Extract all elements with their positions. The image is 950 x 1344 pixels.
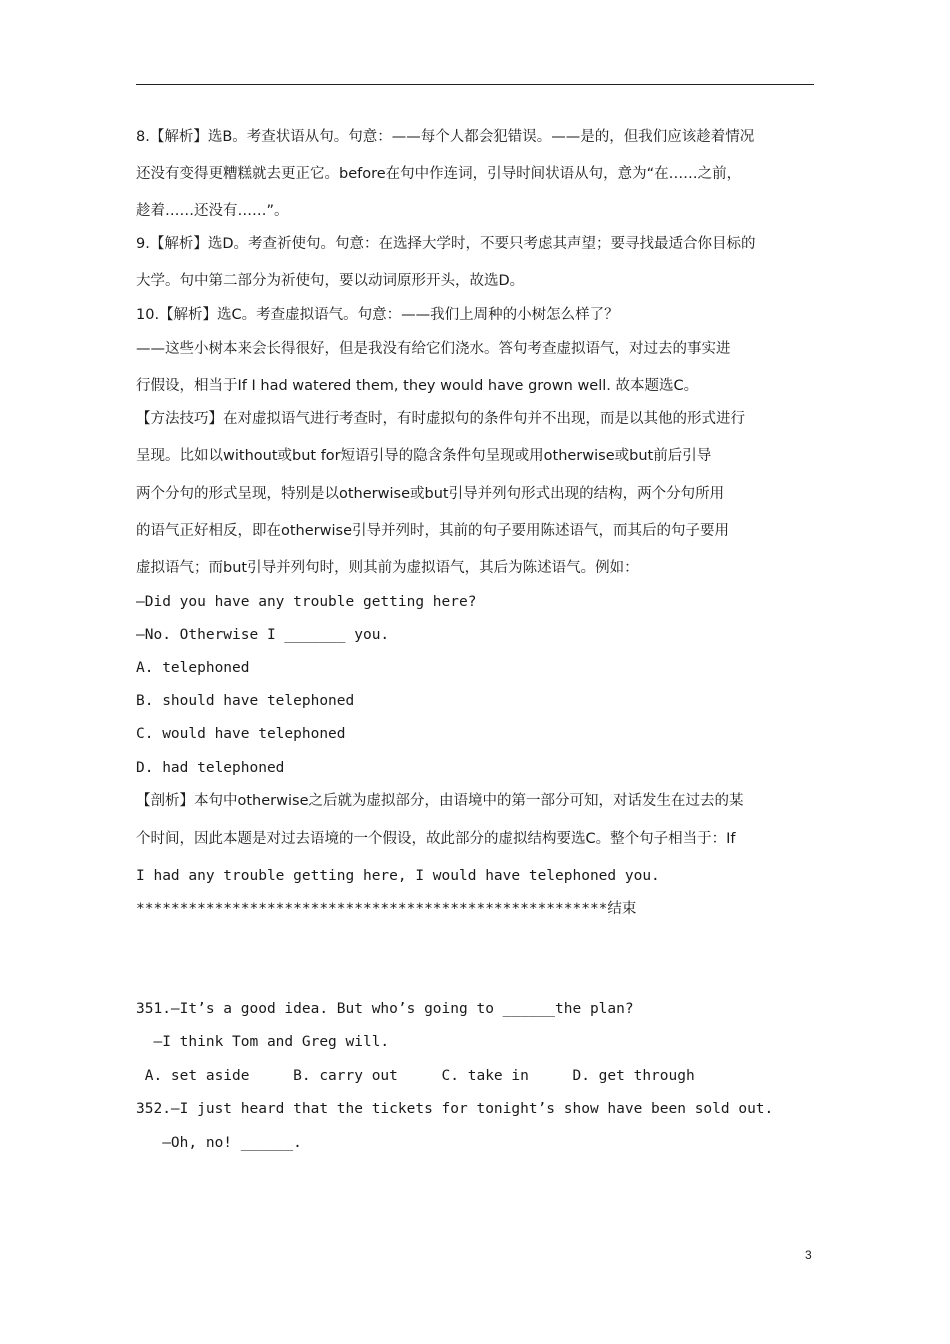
- analysis-line-2: 个时间，因此本题是对过去语境的一个假设，故此部分的虚拟结构要选C。整个句子相当于：If: [136, 831, 736, 847]
- example-question-line: —Did you have any trouble getting here?: [136, 594, 477, 610]
- example-option-b: B. should have telephoned: [136, 693, 355, 709]
- question-351-options: A. set aside B. carry out C. take in D. get through: [136, 1068, 695, 1084]
- answer-8-line-1: 8.【解析】选B。考查状语从句。句意：——每个人都会犯错误。——是的，但我们应该趁着情况: [136, 129, 755, 145]
- header-rule: [136, 84, 814, 85]
- answer-9-line-1: 9.【解析】选D。考查祈使句。句意：在选择大学时，不要只考虑其声望；要寻找最适合你目标的: [136, 236, 756, 252]
- page-number: 3: [805, 1248, 812, 1262]
- method-tips-line-3: 两个分句的形式呈现，特别是以otherwise或but引导并列句形式出现的结构，两个分句所用: [136, 486, 725, 502]
- method-tips-line-1: 【方法技巧】在对虚拟语气进行考查时，有时虚拟句的条件句并不出现，而是以其他的形式进行: [136, 411, 745, 427]
- question-351-stem: 351.—It’s a good idea. But who’s going to ______the plan?: [136, 1001, 634, 1017]
- example-option-c: C. would have telephoned: [136, 726, 346, 742]
- answer-10-line-1: 10.【解析】选C。考查虚拟语气。句意：——我们上周种的小树怎么样了？: [136, 307, 619, 323]
- answer-8-line-3: 趁着……还没有……”。: [136, 203, 289, 219]
- method-tips-line-2: 呈现。比如以without或but for短语引导的隐含条件句呈现或用otherwise或but前后引导: [136, 448, 712, 464]
- example-option-d: D. had telephoned: [136, 760, 285, 776]
- answer-9-line-2: 大学。句中第二部分为祈使句，要以动词原形开头，故选D。: [136, 273, 525, 289]
- answer-8-line-2: 还没有变得更糟糕就去更正它。before在句中作连词，引导时间状语从句，意为“在……之前，: [136, 166, 742, 182]
- question-351-reply: —I think Tom and Greg will.: [136, 1034, 390, 1050]
- method-tips-line-5: 虚拟语气；而but引导并列句时，则其前为虚拟语气，其后为陈述语气。例如：: [136, 560, 639, 576]
- question-352-stem: 352.—I just heard that the tickets for tonight’s show have been sold out.: [136, 1101, 774, 1117]
- question-352-reply: —Oh, no! ______.: [136, 1135, 302, 1151]
- answer-10-line-2: ——这些小树本来会长得很好，但是我没有给它们浇水。答句考查虚拟语气，对过去的事实进: [136, 341, 731, 357]
- analysis-line-3: I had any trouble getting here, I would have telephoned you.: [136, 868, 660, 884]
- end-marker-line: ******************************************************结束: [136, 901, 637, 917]
- example-option-a: A. telephoned: [136, 660, 250, 676]
- answer-10-line-3: 行假设，相当于If I had watered them, they would have grown well. 故本题选C。: [136, 378, 699, 394]
- method-tips-line-4: 的语气正好相反，即在otherwise引导并列时，其前的句子要用陈述语气，而其后的句子要用: [136, 523, 729, 539]
- analysis-line-1: 【剖析】本句中otherwise之后就为虚拟部分，由语境中的第一部分可知，对话发生在过去的某: [136, 793, 744, 809]
- example-answer-line: —No. Otherwise I _______ you.: [136, 627, 390, 643]
